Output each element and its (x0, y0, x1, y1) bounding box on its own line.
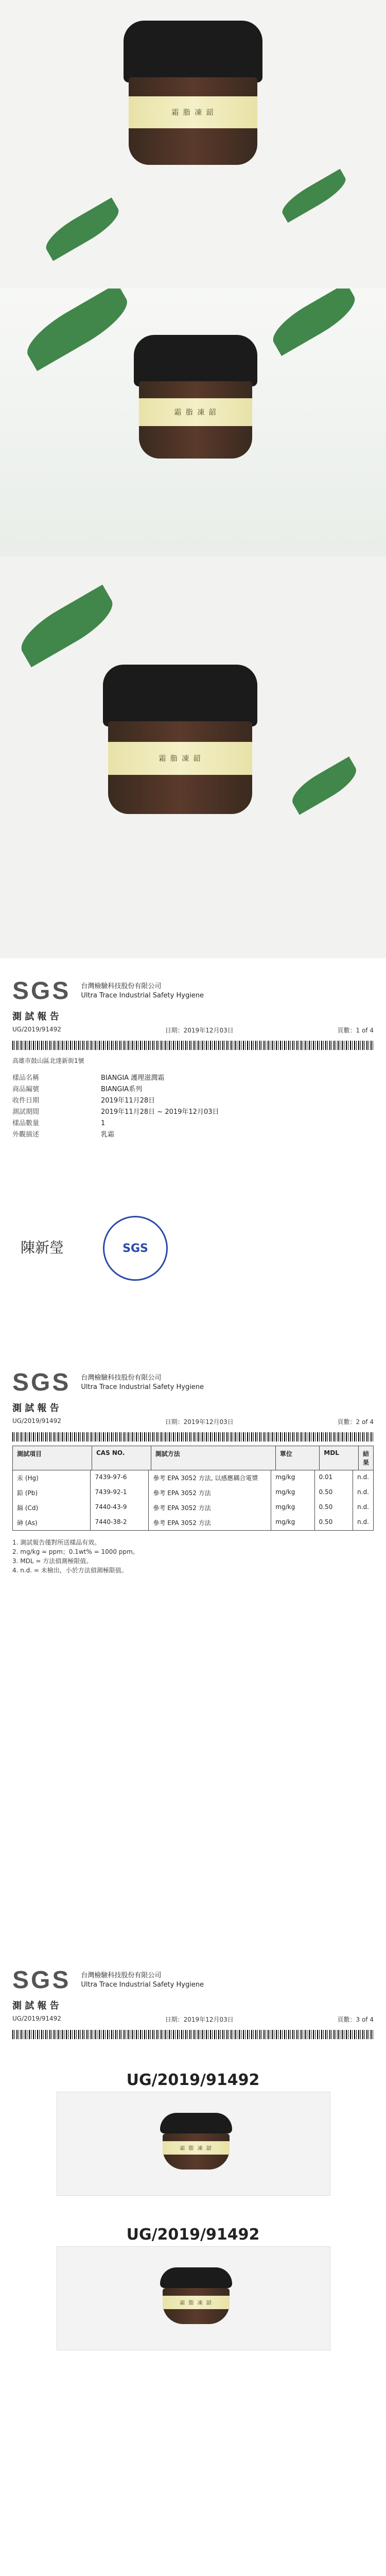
kv-row (12, 1073, 374, 1084)
kv-key: 商品編號 (12, 1086, 40, 1093)
report-title: 測 試 報 告 (12, 1403, 59, 1414)
sgs-company-zh: 台灣檢驗科技股份有限公司 (81, 982, 162, 990)
jar-label: 霜 脂 凍 韶 (163, 2296, 230, 2309)
kv-value: 乳霜 (101, 1131, 115, 1139)
column-header: 單位 (276, 1446, 320, 1470)
kv-row (12, 1095, 374, 1107)
sample-photo-1 (57, 2092, 330, 2196)
sgs-company (81, 1374, 204, 1392)
jar-label: 霜 脂 凍 韶 (139, 398, 252, 426)
table-cell: mg/kg (271, 1470, 314, 1485)
leaf-icon (277, 169, 350, 223)
table-cell: 0.50 (315, 1515, 354, 1530)
column-header: MDL (320, 1446, 359, 1470)
notes (0, 1535, 386, 1578)
leaf-icon (40, 197, 125, 261)
sgs-logo: SGS (12, 977, 71, 1005)
table-cell: n.d. (357, 1488, 369, 1496)
sgs-company-en: Ultra Trace Industrial Safety Hygiene (81, 1383, 204, 1391)
kv-row (12, 1107, 374, 1118)
jar-glass (108, 721, 252, 814)
kv-value: BIANGIA系列 (101, 1086, 143, 1093)
sgs-logo: SGS (12, 1369, 71, 1396)
table-cell: 7440-43-9 (91, 1500, 149, 1515)
product-photo-2 (0, 289, 386, 556)
table-cell: 參考 EPA 3052 方法, 以感應耦合電漿 (149, 1470, 271, 1485)
table-cell: 7440-38-2 (91, 1515, 149, 1530)
product-photo-1 (0, 0, 386, 289)
table-cell: n.d. (357, 1473, 369, 1481)
report-page: 頁數：3 of 4 (337, 2016, 374, 2023)
table-cell: 參考 EPA 3052 方法 (149, 1485, 271, 1500)
table-row (13, 1515, 373, 1530)
report-title: 測 試 報 告 (12, 2001, 59, 2011)
jar-glass (163, 2288, 230, 2324)
leaf-icon (287, 756, 362, 815)
jar-lid (134, 335, 257, 386)
report-date: 日期：2019年12月03日 (165, 1418, 234, 1426)
table-cell: n.d. (357, 1503, 369, 1511)
sgs-report-page-3 (0, 1958, 386, 2576)
kv-key: 測試期間 (12, 1108, 40, 1116)
table-cell: 0.50 (315, 1500, 354, 1515)
table-cell: 參考 EPA 3052 方法 (149, 1515, 271, 1530)
sgs-header (0, 1958, 386, 1998)
table-cell: n.d. (357, 1518, 369, 1526)
signature: 陳新瑩 (21, 1239, 64, 1256)
leaf-icon (266, 289, 362, 356)
sgs-company (81, 1971, 204, 1990)
table-cell: 0.50 (315, 1485, 354, 1500)
kv-value: BIANGIA 護理滋潤霜 (101, 1074, 165, 1082)
table-cell: 汞 (Hg) (13, 1470, 91, 1485)
sgs-header (0, 1360, 386, 1401)
photo-code: UG/2019/91492 (126, 2226, 260, 2244)
table-cell: 7439-92-1 (91, 1485, 149, 1500)
address: 高雄市鼓山區北達新街1號 (12, 1057, 84, 1064)
kv-row (12, 1084, 374, 1095)
report-no: UG/2019/91492 (12, 1026, 61, 1033)
table-cell: 鉛 (Pb) (13, 1485, 91, 1500)
report-page: 頁數：1 of 4 (337, 1027, 374, 1034)
sgs-report-page-1 (0, 969, 386, 1329)
sgs-company-zh: 台灣檢驗科技股份有限公司 (81, 1374, 162, 1382)
jar-glass (139, 381, 252, 459)
table-cell: 7439-97-6 (91, 1470, 149, 1485)
report-no: UG/2019/91492 (12, 1417, 61, 1425)
report-title: 測 試 報 告 (12, 1011, 59, 1022)
report-meta (0, 1414, 386, 1429)
sgs-company-zh: 台灣檢驗科技股份有限公司 (81, 1971, 162, 1979)
results-table (12, 1446, 374, 1531)
table-header (13, 1446, 373, 1470)
barcode (12, 1432, 374, 1442)
report-no: UG/2019/91492 (12, 2015, 61, 2022)
barcode (12, 1041, 374, 1050)
sgs-header (0, 969, 386, 1009)
kv-value: 1 (101, 1120, 106, 1127)
jar-label: 霜 脂 凍 韶 (129, 96, 257, 128)
report-meta (0, 1023, 386, 1038)
sgs-company-en: Ultra Trace Industrial Safety Hygiene (81, 991, 204, 999)
report-date: 日期：2019年12月03日 (165, 2016, 234, 2023)
note-line: 3. MDL = 方法偵測極限值。 (12, 1557, 93, 1565)
sgs-company (81, 982, 204, 1001)
report-date: 日期：2019年12月03日 (165, 1027, 234, 1034)
kv-value: 2019年11月28日 (101, 1097, 155, 1105)
kv-key: 收件日期 (12, 1097, 40, 1105)
column-header: CAS NO. (92, 1446, 151, 1470)
sgs-logo: SGS (12, 1967, 71, 1994)
sgs-stamp: SGS (103, 1216, 168, 1281)
jar-glass (129, 77, 257, 165)
leaf-icon (19, 289, 135, 371)
table-cell: mg/kg (271, 1500, 314, 1515)
kv-key: 外觀描述 (12, 1131, 40, 1139)
kv-key: 樣品名稱 (12, 1074, 40, 1082)
product-photo-3 (0, 556, 386, 958)
jar-lid (124, 21, 262, 82)
kv-row (12, 1129, 374, 1141)
report-page: 頁數：2 of 4 (337, 1418, 374, 1426)
kv-key: 樣品數量 (12, 1120, 40, 1127)
table-row (13, 1485, 373, 1500)
sample-info (0, 1069, 386, 1145)
column-header: 測試方法 (151, 1446, 276, 1470)
jar-label: 霜 脂 凍 韶 (108, 742, 252, 775)
jar-lid (160, 2113, 232, 2133)
report-meta (0, 2012, 386, 2027)
column-header: 結果 (363, 1450, 370, 1466)
table-row (13, 1470, 373, 1485)
table-cell: 鎘 (Cd) (13, 1500, 91, 1515)
sgs-report-page-2 (0, 1360, 386, 1824)
kv-value: 2019年11月28日 ~ 2019年12月03日 (101, 1108, 219, 1116)
sgs-company-en: Ultra Trace Industrial Safety Hygiene (81, 1980, 204, 1989)
photo-code: UG/2019/91492 (126, 2071, 260, 2089)
table-cell: 0.01 (315, 1470, 354, 1485)
leaf-icon (13, 585, 120, 668)
column-header: 測試項目 (13, 1446, 92, 1470)
table-row (13, 1500, 373, 1515)
note-line: 4. n.d. = 未檢出，小於方法偵測極限值。 (12, 1567, 128, 1574)
table-cell: 砷 (As) (13, 1515, 91, 1530)
jar-lid (160, 2267, 232, 2288)
barcode (12, 2030, 374, 2039)
jar-label: 霜 脂 凍 韶 (163, 2141, 230, 2154)
jar-glass (163, 2133, 230, 2170)
sample-photo-2 (57, 2246, 330, 2350)
kv-row (12, 1118, 374, 1129)
note-line: 1. 測試報告僅對所送樣品有效。 (12, 1539, 101, 1546)
note-line: 2. mg/kg = ppm；0.1wt% = 1000 ppm。 (12, 1548, 139, 1555)
table-cell: mg/kg (271, 1515, 314, 1530)
table-cell: mg/kg (271, 1485, 314, 1500)
table-cell: 參考 EPA 3052 方法 (149, 1500, 271, 1515)
jar-lid (103, 665, 257, 726)
